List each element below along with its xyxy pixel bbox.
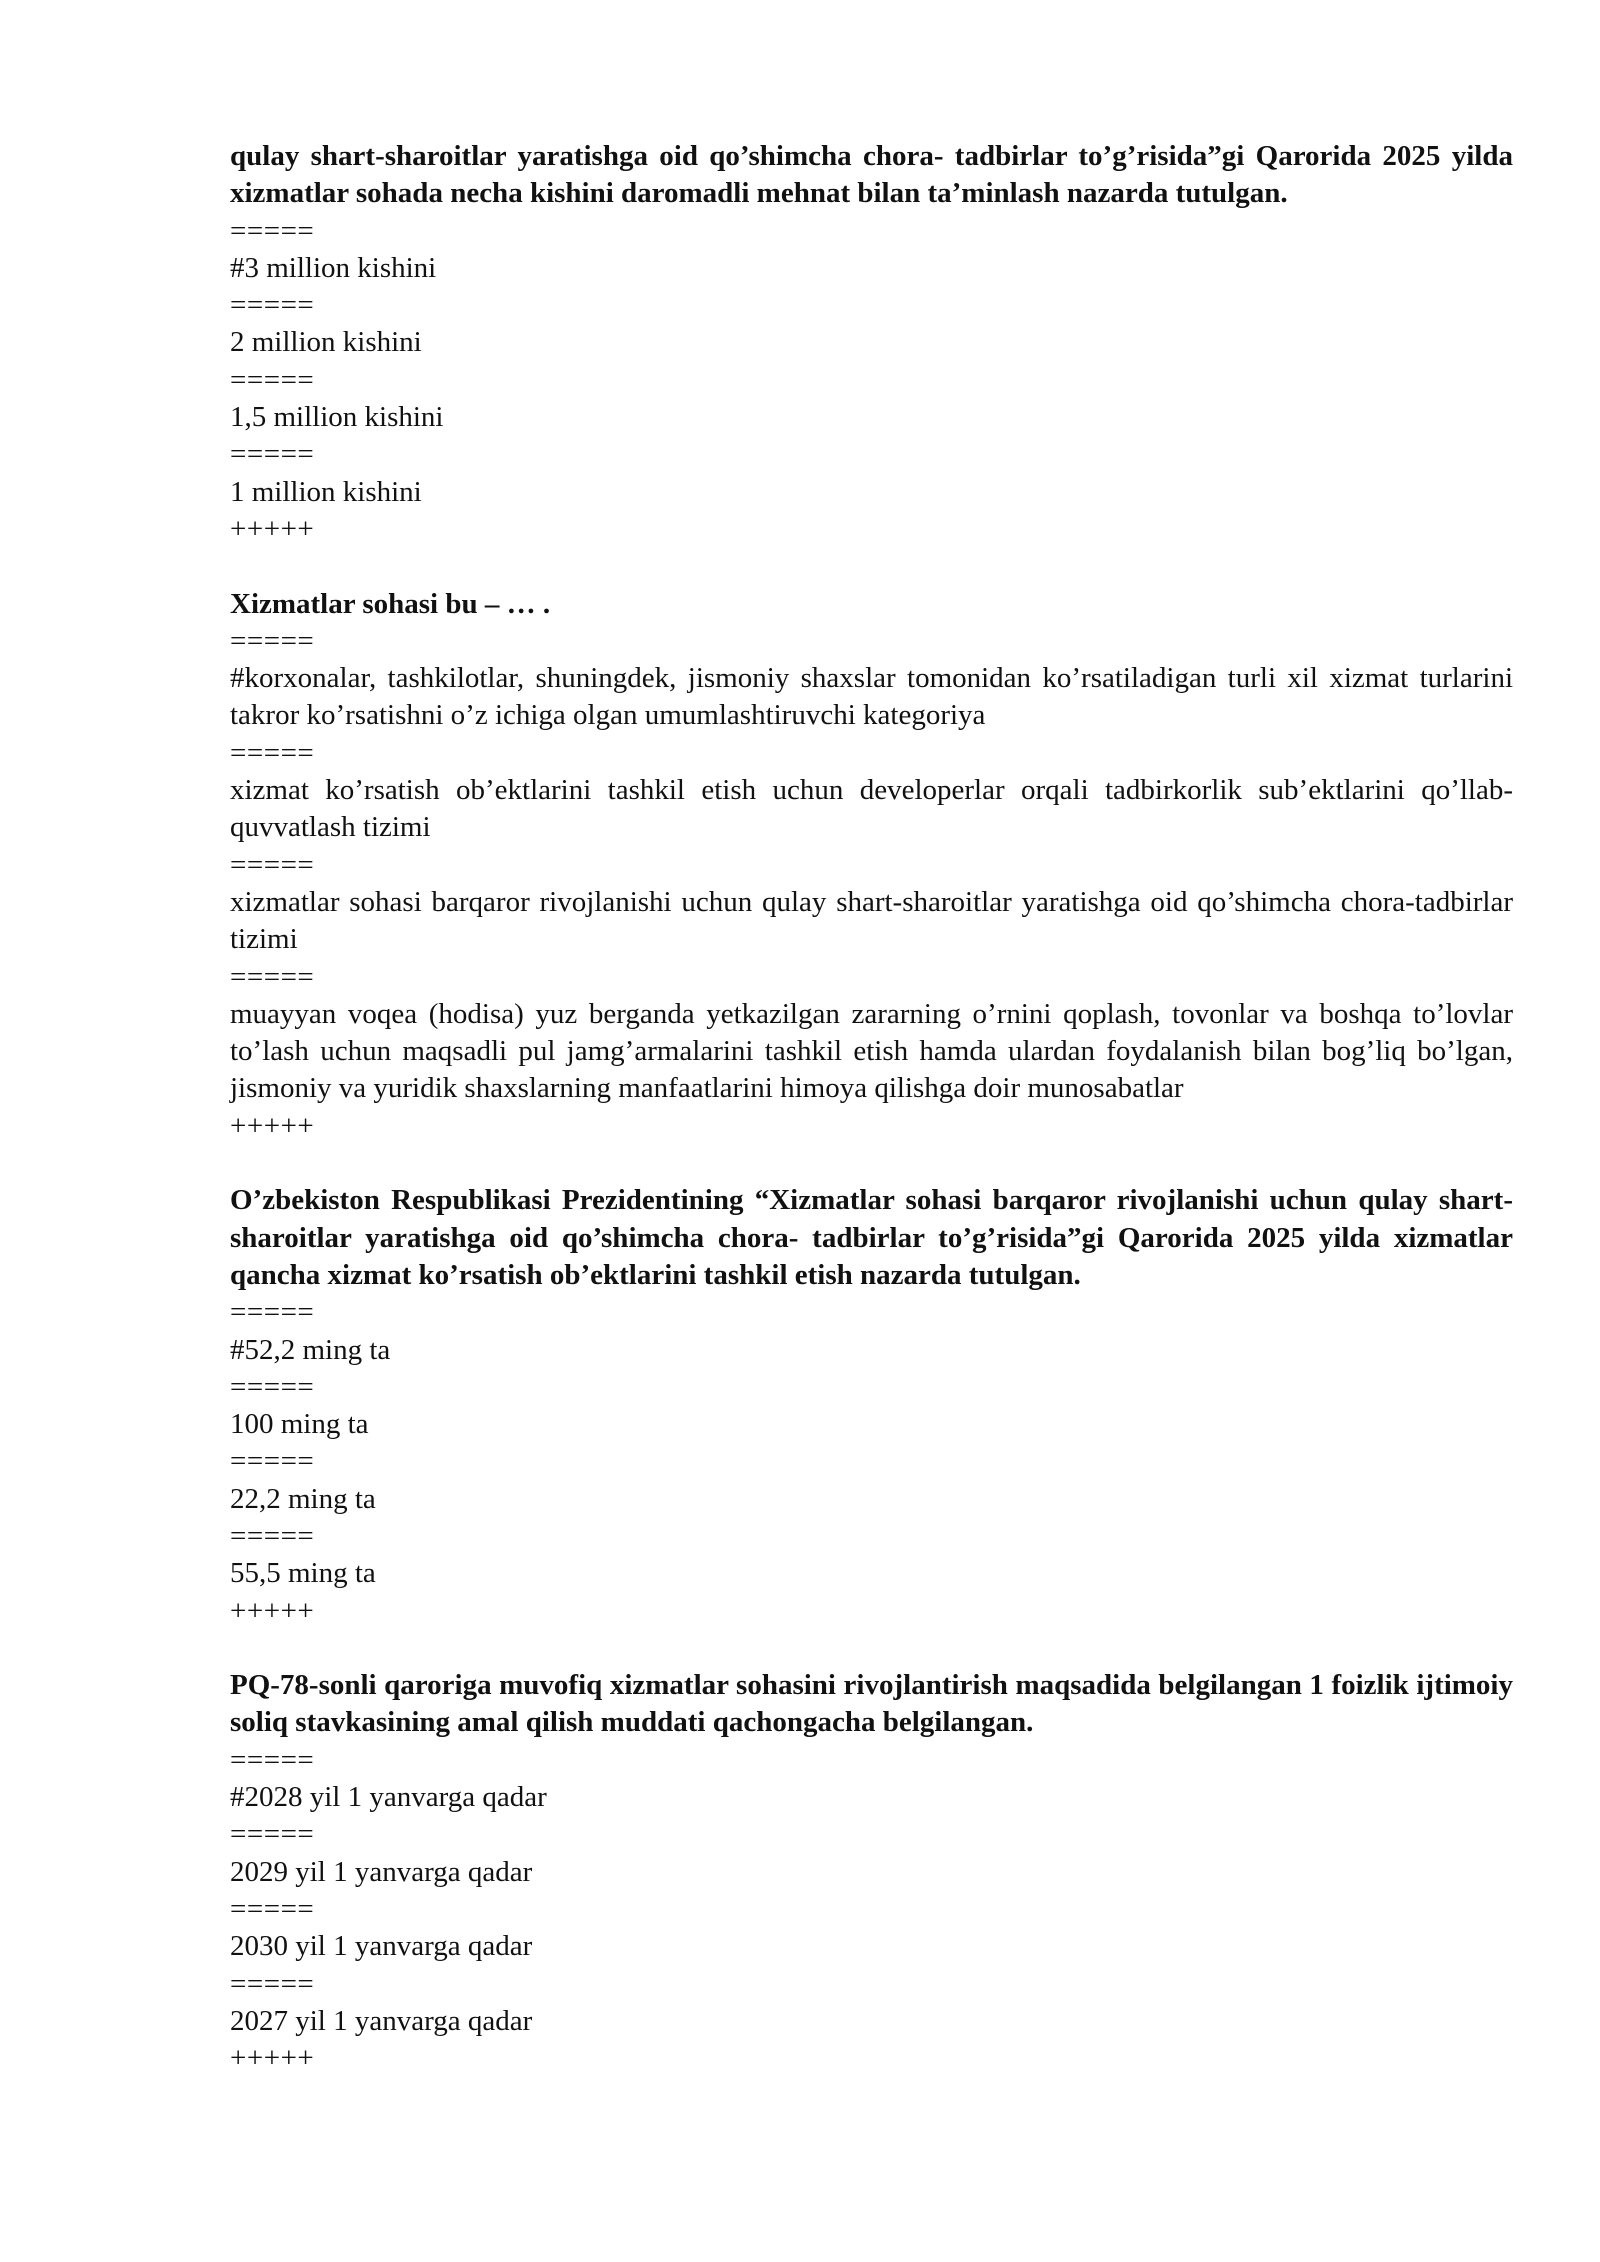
option-correct: #korxonalar, tashkilotlar, shuningdek, jismoniy shaxslar tomonidan ko’rsatiladigan turli xil xizmat turlarini takror ko’rsatishni o’z ichiga olgan umumlashtiruvchi kategoriya bbox=[230, 662, 1513, 732]
option-separator: ===== bbox=[230, 1445, 315, 1478]
option-separator: ===== bbox=[230, 363, 315, 396]
option-separator: ===== bbox=[230, 1370, 315, 1403]
option: 2029 yil 1 yanvarga qadar bbox=[230, 1855, 533, 1888]
question-block-2 bbox=[230, 586, 1513, 1145]
question-end-marker: +++++ bbox=[230, 512, 315, 545]
option: 100 ming ta bbox=[230, 1408, 369, 1441]
option: 55,5 ming ta bbox=[230, 1557, 376, 1590]
option: 2 million kishini bbox=[230, 326, 422, 359]
option-separator: ===== bbox=[230, 960, 315, 993]
option-correct: #52,2 ming ta bbox=[230, 1333, 391, 1366]
option-separator: ===== bbox=[230, 438, 315, 471]
option-separator: ===== bbox=[230, 1967, 315, 2000]
question-end-marker: +++++ bbox=[230, 2042, 315, 2075]
question-text: qulay shart-sharoitlar yaratishga oid qo’shimcha chora- tadbirlar to’g’risida”gi Qarorida 2025 yilda xizmatlar sohada necha kishini daromadli mehnat bilan ta’minlash nazarda tutulgan. bbox=[230, 140, 1513, 210]
option-separator: ===== bbox=[230, 1296, 315, 1329]
question-text: Xizmatlar sohasi bu – … . bbox=[230, 587, 551, 620]
option-separator: ===== bbox=[230, 1519, 315, 1552]
option-separator: ===== bbox=[230, 214, 315, 247]
option: xizmat ko’rsatish ob’ektlarini tashkil etish uchun developerlar orqali tadbirkorlik sub’ektlarini qo’llab-quvvatlash tizimi bbox=[230, 774, 1513, 844]
option: 2030 yil 1 yanvarga qadar bbox=[230, 1930, 533, 1963]
question-end-marker: +++++ bbox=[230, 1594, 315, 1627]
option-separator: ===== bbox=[230, 289, 315, 322]
question-block-1 bbox=[230, 138, 1513, 548]
option: 1 million kishini bbox=[230, 475, 422, 508]
option-separator: ===== bbox=[230, 1818, 315, 1851]
option: 1,5 million kishini bbox=[230, 401, 444, 434]
question-text: PQ-78-sonli qaroriga muvofiq xizmatlar sohasini rivojlantirish maqsadida belgilangan 1 foizlik ijtimoiy soliq stavkasining amal qilish muddati qachongacha belgilangan. bbox=[230, 1669, 1513, 1739]
option-separator: ===== bbox=[230, 1743, 315, 1776]
option-separator: ===== bbox=[230, 1892, 315, 1925]
question-text: O’zbekiston Respublikasi Prezidentining “Xizmatlar sohasi barqaror rivojlanishi uchun qulay shart-sharoitlar yaratishga oid qo’shimcha chora- tadbirlar to’g’risida”gi Qarorida 2025 yilda xizmatlar qancha xizmat ko’rsatish ob’ektlarini tashkil etish nazarda tutulgan. bbox=[230, 1184, 1513, 1291]
option: 22,2 ming ta bbox=[230, 1482, 376, 1515]
option-separator: ===== bbox=[230, 848, 315, 881]
question-block-3 bbox=[230, 1182, 1513, 1630]
option-correct: #2028 yil 1 yanvarga qadar bbox=[230, 1781, 547, 1814]
option: xizmatlar sohasi barqaror rivojlanishi uchun qulay shart-sharoitlar yaratishga oid qo’shimcha chora-tadbirlar tizimi bbox=[230, 885, 1513, 956]
option-separator: ===== bbox=[230, 736, 315, 769]
option: 2027 yil 1 yanvarga qadar bbox=[230, 2004, 533, 2037]
question-block-4 bbox=[230, 1667, 1513, 2077]
option-separator: ===== bbox=[230, 624, 315, 657]
question-end-marker: +++++ bbox=[230, 1109, 315, 1142]
option: muayyan voqea (hodisa) yuz berganda yetkazilgan zararning o’rnini qoplash, tovonlar va boshqa to’lovlar to’lash uchun maqsadli pul jamg’armalarini tashkil etish hamda ulardan foydalanish bilan bog’liq bo’lgan, jismoniy va yuridik shaxslarning manfaatlarini himoya qilishga doir munosabatlar bbox=[230, 997, 1513, 1105]
document-page bbox=[230, 138, 1513, 2077]
option-correct: #3 million kishini bbox=[230, 251, 437, 284]
